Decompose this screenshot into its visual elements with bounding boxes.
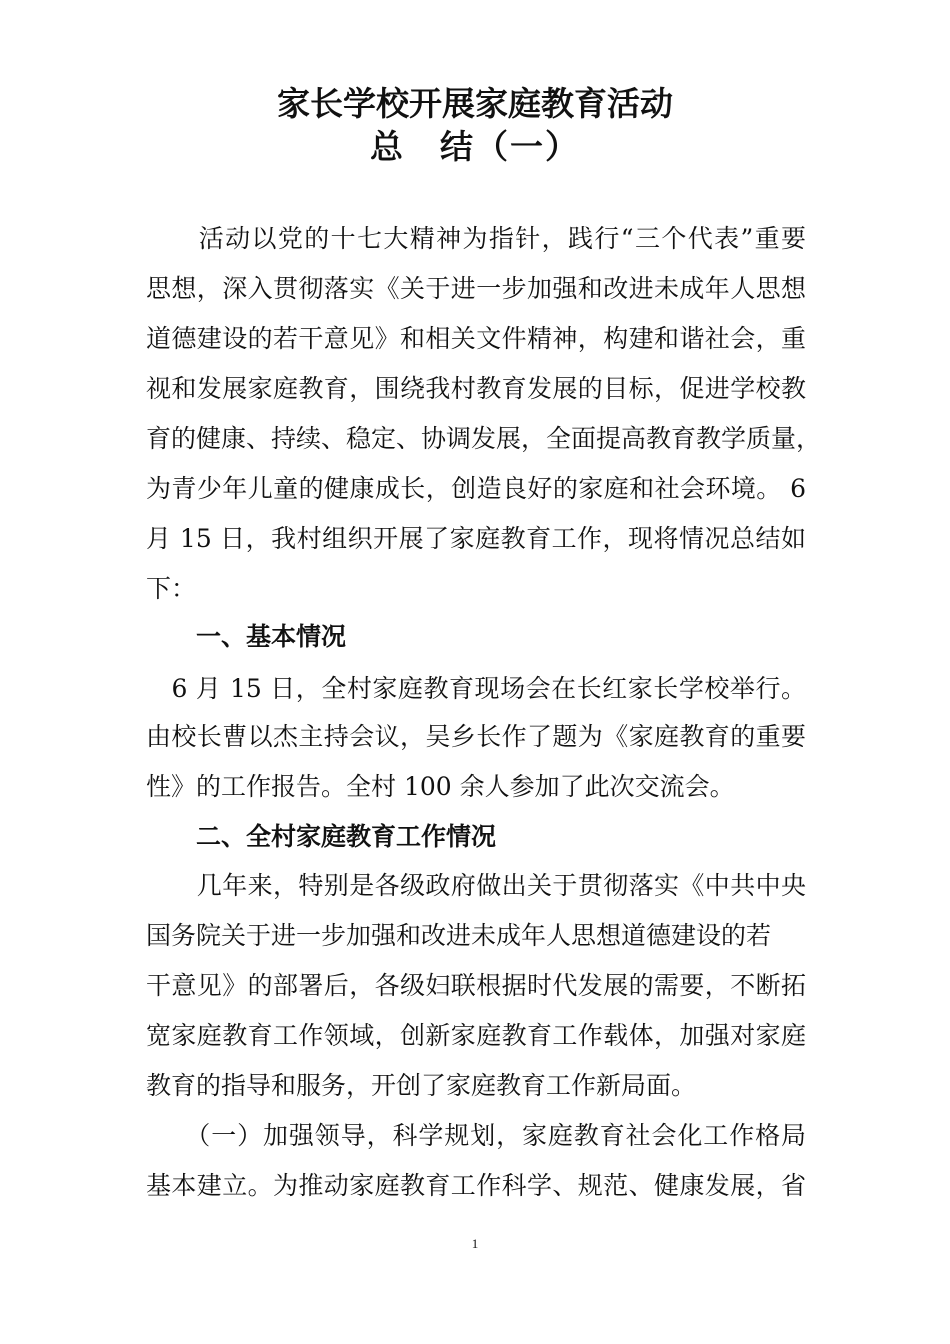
intro-line: 思想，深入贯彻落实《关于进一步加强和改进未成年人思想 [146,274,806,303]
body-line: （一）加强领导，科学规划，家庭教育社会化工作格局 [146,1121,806,1150]
page-number: 1 [471,1236,479,1251]
document-subtitle: 总 结（一） [370,127,580,166]
body-line: 教育的指导和服务，开创了家庭教育工作新局面。 [146,1071,697,1100]
document-title: 家长学校开展家庭教育活动 [277,84,673,123]
intro-line: 月 15 日，我村组织开展了家庭教育工作，现将情况总结如 [146,524,806,553]
intro-line: 道德建设的若干意见》和相关文件精神，构建和谐社会，重 [146,324,806,353]
body-line: 由校长曹以杰主持会议，吴乡长作了题为《家庭教育的重要 [146,722,806,751]
intro-line: 活动以党的十七大精神为指针，践行“三个代表”重要 [146,224,806,253]
intro-line: 视和发展家庭教育，围绕我村教育发展的目标，促进学校教 [146,374,806,403]
body-line: 基本建立。为推动家庭教育工作科学、规范、健康发展，省 [146,1171,806,1200]
body-line: 6 月 15 日，全村家庭教育现场会在长红家长学校举行。 [146,674,806,703]
intro-line: 育的健康、持续、稳定、协调发展，全面提高教育教学质量， [146,424,822,453]
section-heading: 一、基本情况 [196,622,347,651]
intro-line: 下： [146,574,197,603]
body-line: 几年来，特别是各级政府做出关于贯彻落实《中共中央 [146,871,806,900]
body-line: 干意见》的部署后，各级妇联根据时代发展的需要，不断拓 [146,971,806,1000]
section-heading: 二、全村家庭教育工作情况 [196,822,497,851]
intro-line: 为青少年儿童的健康成长，创造良好的家庭和社会环境。 6 [146,474,806,503]
body-line: 国务院关于进一步加强和改进未成年人思想道德建设的若 [146,921,772,950]
body-line: 宽家庭教育工作领域，创新家庭教育工作载体，加强对家庭 [146,1021,806,1050]
body-line: 性》的工作报告。全村 100 余人参加了此次交流会。 [146,772,735,801]
